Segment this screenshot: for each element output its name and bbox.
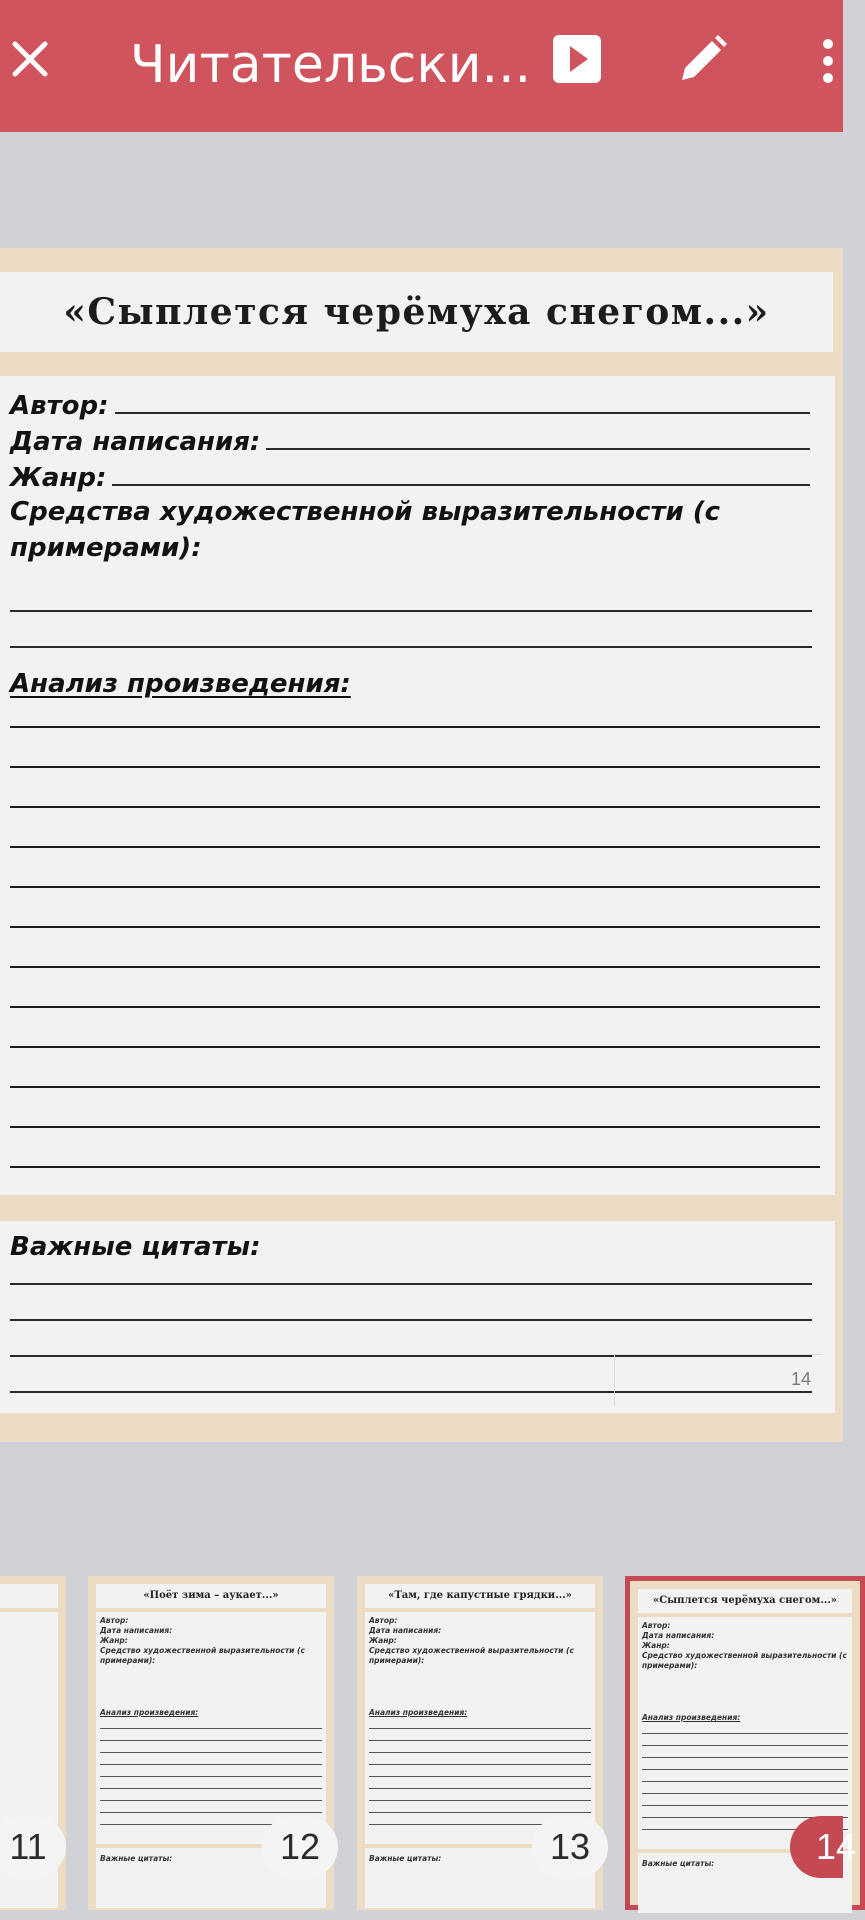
thumbnail-text: Автор:: [100, 1616, 129, 1625]
thumbnail-text: Средство художественной выразительности (с: [100, 1646, 305, 1655]
thumbnail-text: Средство художественной выразительности (с: [642, 1651, 847, 1660]
thumbnail-text: Жанр:: [100, 1636, 128, 1645]
thumbnail-text: примерами):: [100, 1656, 156, 1665]
more-vertical-icon: [812, 36, 840, 86]
quotes-line: [10, 1319, 812, 1321]
analysis-line: [10, 926, 820, 928]
thumbnail-title: «Поёт зима – аукает...»: [96, 1584, 326, 1608]
page-badge-14: 14: [790, 1816, 843, 1878]
author-field: [10, 390, 810, 421]
thumbnail-text: Жанр:: [369, 1636, 397, 1645]
means-line: [10, 646, 812, 648]
page-number: 14: [790, 1369, 811, 1389]
means-label-cont: примерами):: [10, 533, 202, 563]
page-badge-13: 13: [532, 1816, 608, 1878]
thumbnail-text: Автор:: [369, 1616, 398, 1625]
pencil-icon: [676, 32, 730, 86]
quotes-line: [10, 1283, 812, 1285]
means-label: Средства художественной выразительности (с: [10, 497, 721, 527]
analysis-line: [10, 1006, 820, 1008]
analysis-line: [10, 886, 820, 888]
document-page[interactable]: [0, 248, 843, 1442]
more-button[interactable]: [812, 36, 840, 86]
thumbnail-text: Автор:: [642, 1621, 671, 1630]
genre-label: Жанр:: [10, 463, 107, 493]
thumbnail-text: Дата написания:: [642, 1631, 715, 1640]
thumbnail-title: [0, 1584, 58, 1608]
page-title: «Сыплется черёмуха снегом...»: [63, 291, 770, 333]
analysis-line: [10, 766, 820, 768]
thumbnail-text: примерами):: [369, 1656, 425, 1665]
means-line: [10, 610, 812, 612]
analysis-line: [10, 726, 820, 728]
close-icon: [10, 39, 50, 79]
page-badge-11: 11: [0, 1816, 66, 1878]
thumbnail-text: Анализ произведения:: [100, 1708, 199, 1717]
app-bar: [0, 0, 843, 132]
thumbnail-text: Анализ произведения:: [369, 1708, 468, 1717]
page-title-box: [0, 272, 833, 352]
thumbnail-text: Важные цитаты:: [369, 1854, 442, 1863]
thumbnail-text: Дата написания:: [100, 1626, 173, 1635]
thumbnail-text: Дата написания:: [369, 1626, 442, 1635]
thumbnail-title: «Там, где капустные грядки...»: [365, 1584, 595, 1608]
analysis-line: [10, 1126, 820, 1128]
page-number-box: [614, 1354, 823, 1405]
thumbnail-text: Анализ произведения:: [642, 1713, 741, 1722]
analysis-label: Анализ произведения:: [10, 669, 351, 699]
analysis-line: [10, 1046, 820, 1048]
play-icon: [552, 34, 602, 84]
analysis-line: [10, 806, 820, 808]
thumbnail-text: примерами):: [642, 1661, 698, 1670]
thumbnail-text: Важные цитаты:: [100, 1854, 173, 1863]
analysis-line: [10, 1086, 820, 1088]
analysis-line: [10, 1166, 820, 1168]
document-title: Читательски...: [130, 35, 532, 95]
author-label: Автор:: [10, 391, 109, 421]
close-button[interactable]: [8, 24, 52, 94]
play-button[interactable]: [552, 34, 602, 84]
date-field: [10, 426, 810, 457]
thumbnail-text: Важные цитаты:: [642, 1859, 715, 1868]
edit-button[interactable]: [676, 32, 730, 86]
analysis-section: [0, 658, 835, 1195]
page-badge-12: 12: [262, 1816, 338, 1878]
thumbnail-text: Жанр:: [642, 1641, 670, 1650]
thumbnail-text: Средство художественной выразительности (с: [369, 1646, 574, 1655]
quotes-label: Важные цитаты:: [10, 1232, 261, 1262]
analysis-line: [10, 966, 820, 968]
analysis-line: [10, 846, 820, 848]
date-label: Дата написания:: [10, 427, 261, 457]
genre-field: [10, 462, 810, 493]
thumbnail-title: «Сыплется черёмуха снегом...»: [638, 1589, 852, 1613]
info-section: [0, 376, 835, 658]
